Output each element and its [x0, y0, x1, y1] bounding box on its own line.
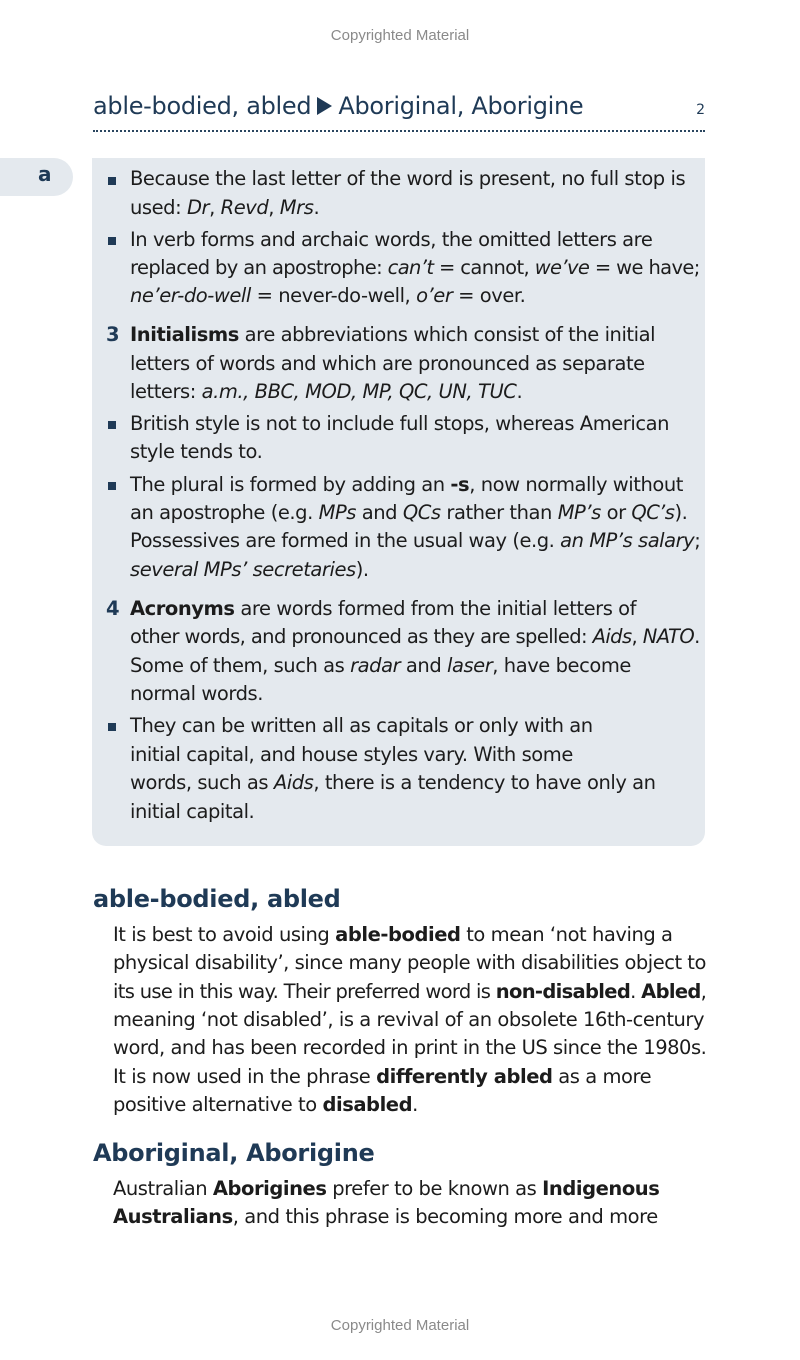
italic-example: QC’s — [631, 501, 675, 524]
text-run: or — [600, 501, 632, 524]
entry-line — [113, 951, 706, 974]
panel-line — [130, 380, 522, 403]
text-run: are abbreviations which consist of the initial — [238, 323, 656, 346]
panel-line — [130, 529, 700, 552]
running-head — [93, 90, 705, 132]
text-run: , — [700, 980, 707, 1003]
panel-line — [130, 654, 631, 677]
panel-line — [130, 196, 319, 219]
running-head-first-entry: able-bodied, abled — [93, 92, 312, 120]
text-run: initial capital. — [130, 800, 255, 823]
text-run: , — [268, 196, 280, 219]
italic-example: laser — [447, 654, 493, 677]
bold-term: differently abled — [376, 1065, 553, 1088]
bullet-square-icon — [108, 177, 116, 185]
panel-line — [130, 682, 263, 705]
running-head-title — [93, 92, 583, 120]
text-run: replaced by an apostrophe: — [130, 256, 388, 279]
bullet-square-icon — [108, 482, 116, 490]
text-run: , — [631, 625, 643, 648]
list-number-4: 4 — [106, 597, 120, 620]
panel-line — [130, 597, 636, 620]
copyright-notice-bottom: Copyrighted Material — [330, 1317, 470, 1334]
text-run: Australian — [113, 1177, 213, 1200]
text-run: . — [516, 380, 523, 403]
panel-line — [130, 412, 669, 435]
panel-line — [130, 473, 683, 496]
text-run: other words, and pronounced as they are spelled: — [130, 625, 593, 648]
text-run: = never-do-well, — [250, 284, 417, 307]
italic-example: Mrs — [279, 196, 314, 219]
entry-line — [113, 1065, 651, 1088]
bold-term: disabled — [322, 1093, 413, 1116]
text-run: = we have; — [589, 256, 700, 279]
italic-example: o’er — [416, 284, 453, 307]
text-run: are words formed from the initial letters of — [234, 597, 637, 620]
bold-term: non-disabled — [495, 980, 631, 1003]
entry-line — [113, 1008, 704, 1031]
italic-example: an MP’s salary — [560, 529, 695, 552]
panel-line — [130, 167, 685, 190]
text-run: ). — [674, 501, 688, 524]
entry-headword: Aboriginal, Aborigine — [93, 1139, 375, 1167]
text-run: It is now used in the phrase — [113, 1065, 377, 1088]
text-run: letters: — [130, 380, 202, 403]
text-run: and — [400, 654, 447, 677]
text-run: its use in this way. Their preferred word is — [113, 980, 496, 1003]
text-run: and — [356, 501, 403, 524]
text-run: words, such as — [130, 771, 274, 794]
bold-term: Aborigines — [212, 1177, 327, 1200]
panel-line — [130, 771, 656, 794]
bold-term: able-bodied — [335, 923, 461, 946]
bullet-square-icon — [108, 723, 116, 731]
entry-line — [113, 923, 673, 946]
bullet-square-icon — [108, 421, 116, 429]
panel-line — [130, 800, 254, 823]
bold-term: Acronyms — [130, 597, 235, 620]
text-run: . — [694, 625, 700, 648]
bold-term: Initialisms — [130, 323, 239, 346]
text-run: to mean ‘not having a — [460, 923, 673, 946]
text-run: ). — [355, 558, 369, 581]
bold-term: -s — [450, 473, 470, 496]
entry-line — [113, 1093, 418, 1116]
text-run: physical disability’, since many people with disabilities object to — [113, 951, 706, 974]
text-run: initial capital, and house styles vary. With some — [130, 743, 573, 766]
text-run: prefer to be known as — [326, 1177, 543, 1200]
text-run: Possessives are formed in the usual way (e.g. — [130, 529, 561, 552]
section-letter-tab — [0, 158, 73, 196]
text-run: Because the last letter of the word is present, no full stop is — [130, 167, 686, 190]
text-run: an apostrophe (e.g. — [130, 501, 319, 524]
text-run: letters of words and which are pronounced as separate — [130, 352, 645, 375]
panel-line — [130, 714, 593, 737]
panel-line — [130, 558, 369, 581]
italic-example: we’ve — [534, 256, 590, 279]
text-run: , there is a tendency to have only an — [313, 771, 656, 794]
text-run: In verb forms and archaic words, the omitted letters are — [130, 228, 653, 251]
text-run: normal words. — [130, 682, 263, 705]
text-run: as a more — [552, 1065, 652, 1088]
entry-line — [113, 1036, 706, 1059]
text-run: . — [313, 196, 320, 219]
italic-example: ne’er-do-well — [130, 284, 251, 307]
text-run: . — [412, 1093, 418, 1116]
italic-example: Aids — [273, 771, 314, 794]
text-run: British style is not to include full stops, whereas American — [130, 412, 670, 435]
page-number: 2 — [696, 102, 705, 118]
entry-line — [113, 1205, 658, 1228]
entry-headword: able-bodied, abled — [93, 885, 341, 913]
text-run: Some of them, such as — [130, 654, 351, 677]
text-run: meaning ‘not disabled’, is a revival of an obsolete 16th-century — [113, 1008, 705, 1031]
panel-line — [130, 323, 655, 346]
italic-example: can’t — [387, 256, 434, 279]
italic-example: a.m., BBC, MOD, MP, QC, UN, TUC — [201, 380, 517, 403]
italic-example: several MPs’ secretaries — [130, 558, 356, 581]
running-head-last-entry: Aboriginal, Aborigine — [338, 92, 584, 120]
text-run: = over. — [452, 284, 526, 307]
panel-line — [130, 743, 573, 766]
panel-line — [130, 228, 652, 251]
bold-term: Australians — [113, 1205, 233, 1228]
italic-example: MPs — [318, 501, 357, 524]
text-run: , have become — [492, 654, 631, 677]
italic-example: QCs — [402, 501, 441, 524]
section-letter: a — [38, 162, 52, 186]
text-run: = cannot, — [433, 256, 535, 279]
panel-line — [130, 501, 687, 524]
text-run: It is best to avoid using — [113, 923, 336, 946]
bold-term: Indigenous — [542, 1177, 660, 1200]
panel-line — [130, 352, 645, 375]
text-run: , — [209, 196, 221, 219]
panel-line — [130, 284, 525, 307]
text-run: The plural is formed by adding an — [130, 473, 451, 496]
italic-example: Revd — [220, 196, 269, 219]
text-run: . — [630, 980, 642, 1003]
italic-example: Aids — [592, 625, 632, 648]
text-run: rather than — [440, 501, 558, 524]
italic-example: MP’s — [557, 501, 601, 524]
text-run: word, and has been recorded in print in the US since the 1980s. — [113, 1036, 707, 1059]
panel-line — [130, 625, 700, 648]
text-run: ; — [694, 529, 701, 552]
bullet-square-icon — [108, 237, 116, 245]
text-run: , now normally without — [469, 473, 683, 496]
italic-example: radar — [350, 654, 401, 677]
text-run: style tends to. — [130, 440, 263, 463]
italic-example: Dr — [186, 196, 210, 219]
triangle-right-icon — [317, 97, 332, 115]
panel-line — [130, 256, 700, 279]
bold-term: Abled — [641, 980, 701, 1003]
text-run: , and this phrase is becoming more and more — [232, 1205, 658, 1228]
copyright-notice-top: Copyrighted Material — [330, 27, 470, 44]
list-number-3: 3 — [106, 323, 120, 346]
text-run: They can be written all as capitals or only with an — [130, 714, 593, 737]
text-run: used: — [130, 196, 187, 219]
entry-line — [113, 1177, 659, 1200]
entry-line — [113, 980, 706, 1003]
panel-line — [130, 440, 262, 463]
text-run: positive alternative to — [113, 1093, 323, 1116]
italic-example: NATO — [642, 625, 695, 648]
